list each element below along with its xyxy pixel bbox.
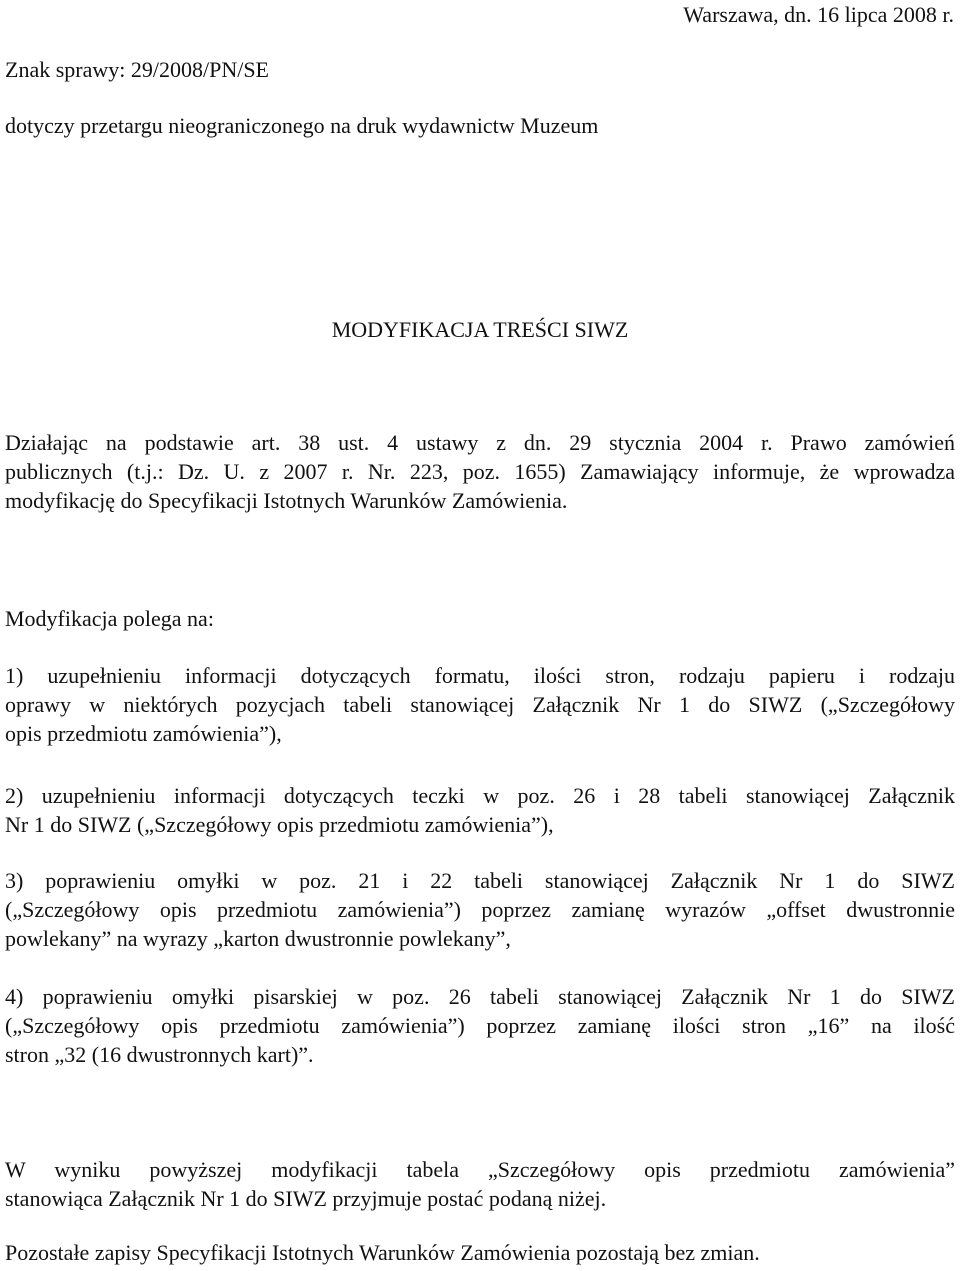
closing-statement: Pozostałe zapisy Specyfikacji Istotnych Warunków Zamówienia pozostają bez zmian. [5, 1240, 760, 1265]
item-line: opis przedmiotu zamówienia”), [5, 721, 282, 746]
modification-item-4 [5, 982, 955, 1069]
intro-paragraph [5, 428, 955, 515]
item-line: („Szczegółowy opis przedmiotu zamówienia”) poprzez zamianę ilości stron „16” na ilość [5, 1013, 955, 1038]
item-line: 2) uzupełnieniu informacji dotyczących teczki w poz. 26 i 28 tabeli stanowiącej Załącznik [5, 783, 955, 808]
intro-line: Działając na podstawie art. 38 ust. 4 ustawy z dn. 29 stycznia 2004 r. Prawo zamówień [5, 430, 955, 455]
modification-item-2 [5, 781, 955, 839]
document-title: MODYFIKACJA TREŚCI SIWZ [331, 317, 629, 342]
item-line: oprawy w niektórych pozycjach tabeli stanowiącej Załącznik Nr 1 do SIWZ („Szczegółowy [5, 692, 955, 717]
result-paragraph [5, 1155, 955, 1213]
item-line: Nr 1 do SIWZ („Szczegółowy opis przedmiotu zamówienia”), [5, 812, 554, 837]
intro-line: publicznych (t.j.: Dz. U. z 2007 r. Nr. 223, poz. 1655) Zamawiający informuje, że wprowadza [5, 459, 955, 484]
modification-item-1 [5, 661, 955, 748]
place-and-date: Warszawa, dn. 16 lipca 2008 r. [683, 2, 954, 27]
result-line: stanowiąca Załącznik Nr 1 do SIWZ przyjmuje postać podaną niżej. [5, 1186, 607, 1211]
item-line: („Szczegółowy opis przedmiotu zamówienia”) poprzez zamianę wyrazów „offset dwustronnie [5, 897, 955, 922]
subject-line: dotyczy przetargu nieograniczonego na druk wydawnictw Muzeum [5, 113, 599, 138]
item-line: 4) poprawieniu omyłki pisarskiej w poz. 26 tabeli stanowiącej Załącznik Nr 1 do SIWZ [5, 984, 955, 1009]
modification-item-3 [5, 866, 955, 953]
case-number: Znak sprawy: 29/2008/PN/SE [5, 57, 269, 82]
item-line: 3) poprawieniu omyłki w poz. 21 i 22 tabeli stanowiącej Załącznik Nr 1 do SIWZ [5, 868, 955, 893]
result-line: W wyniku powyższej modyfikacji tabela „Szczegółowy opis przedmiotu zamówienia” [5, 1157, 955, 1182]
intro-line: modyfikację do Specyfikacji Istotnych Warunków Zamówienia. [5, 488, 568, 513]
modification-heading: Modyfikacja polega na: [5, 606, 214, 631]
item-line: 1) uzupełnieniu informacji dotyczących formatu, ilości stron, rodzaju papieru i rodzaju [5, 663, 955, 688]
item-line: stron „32 (16 dwustronnych kart)”. [5, 1042, 314, 1067]
item-line: powlekany” na wyrazy „karton dwustronnie powlekany”, [5, 926, 511, 951]
